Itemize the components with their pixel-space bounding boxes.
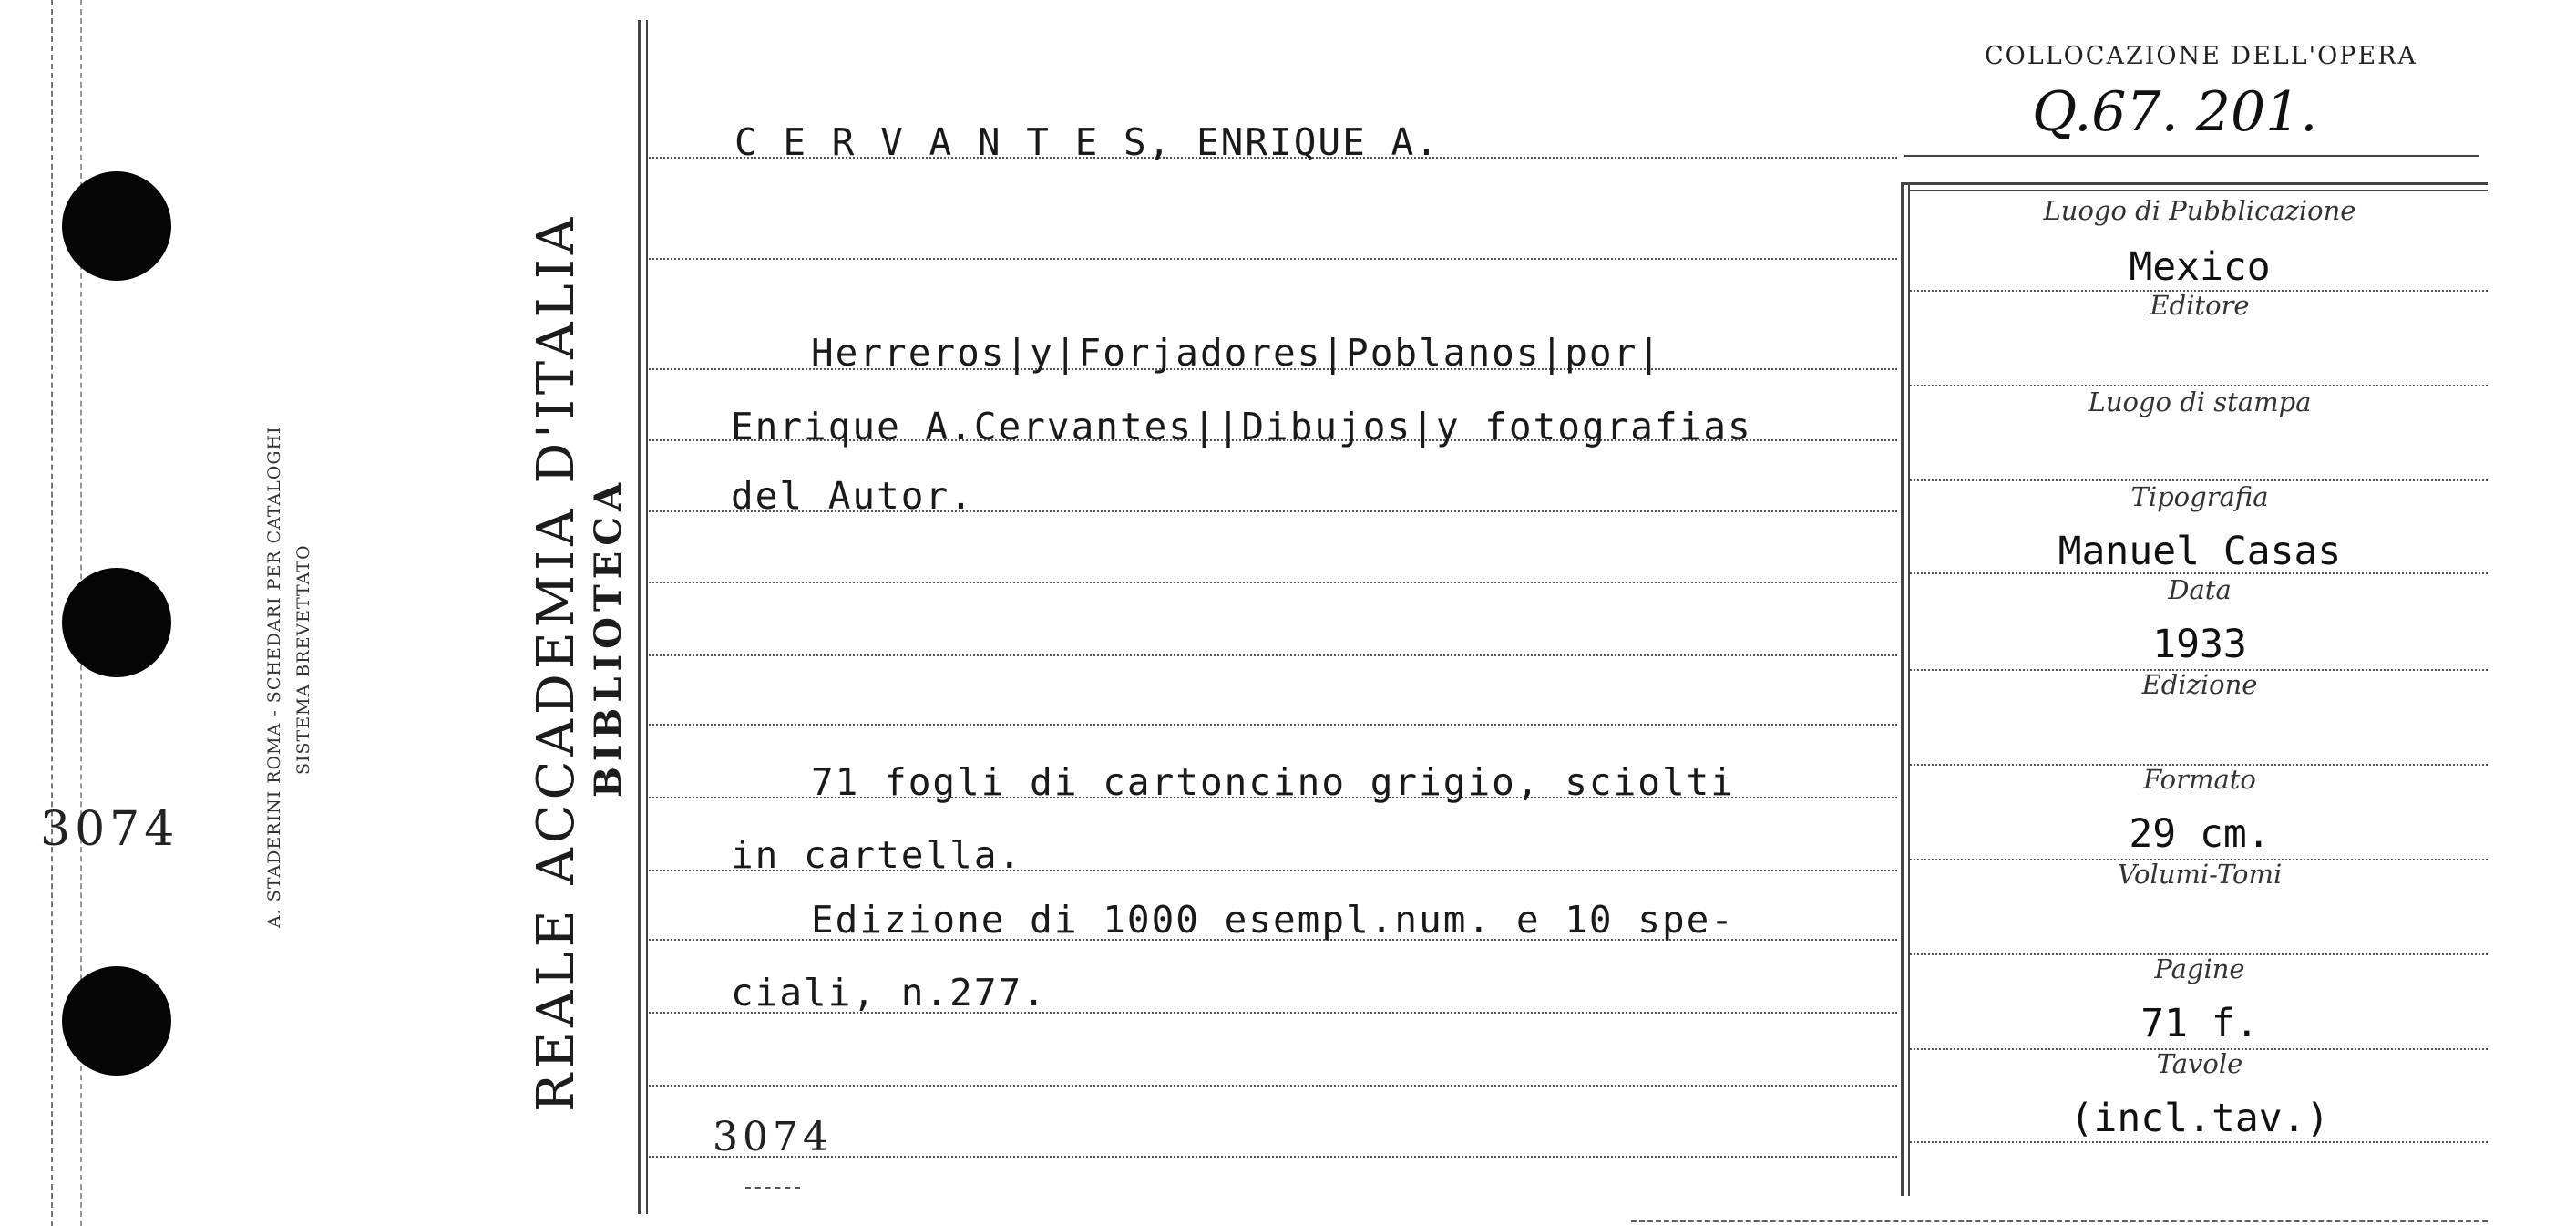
tavole-label: Tavole (2156, 1048, 2243, 1079)
volumi-tomi-label: Volumi-Tomi (2117, 859, 2283, 890)
desc-line-1: 71 fogli di cartoncino grigio, sciolti (811, 760, 1735, 804)
rule-line (649, 258, 1897, 260)
tipografia-value: Manuel Casas (2058, 529, 2342, 574)
punch-hole-middle (62, 568, 171, 677)
tavole-value: (incl.tav.) (2069, 1096, 2330, 1141)
luogo-stampa-label: Luogo di stampa (2088, 386, 2312, 417)
inventory-underline (745, 1187, 800, 1189)
edizione-label: Edizione (2141, 669, 2258, 700)
author-heading: C E R V A N T E S, ENRIQUE A. (734, 120, 1440, 164)
data-label: Data (2168, 574, 2232, 605)
formato-label: Formato (2143, 764, 2256, 795)
desc-line-2: in cartella. (731, 833, 1023, 877)
rule-line (649, 1085, 1897, 1087)
formato-value: 29 cm. (2129, 811, 2271, 857)
bottom-edge (1631, 1220, 2488, 1222)
shelfmark-line (1904, 155, 2479, 157)
desc-line-4: ciali, n.277. (731, 971, 1047, 1015)
printer-imprint-line1: A. STADERINI ROMA - SCHEDARI PER CATALOGHI (264, 426, 284, 928)
luogo-pubblicazione-value: Mexico (2129, 244, 2271, 290)
shelfmark: Q.67. 201. (2032, 80, 2318, 144)
card-border-outer (638, 20, 641, 1214)
title-line-3: del Autor. (731, 474, 974, 518)
pagine-value: 71 f. (2140, 1001, 2259, 1046)
data-value: 1933 (2152, 622, 2247, 667)
side-number: 3074 (40, 802, 180, 857)
title-line-1: Herreros|y|Forjadores|Poblanos|por| (811, 331, 1662, 375)
punch-hole-bottom (62, 966, 171, 1076)
institution-name: REALE ACCADEMIA D'ITALIA (527, 212, 586, 1112)
right-panel-top (1901, 182, 2488, 185)
collocazione-label: COLLOCAZIONE DELL'OPERA (1985, 42, 2417, 70)
editore-label: Editore (2150, 290, 2250, 321)
punch-hole-top (62, 171, 171, 281)
rule-line (649, 582, 1897, 583)
rule-line (649, 1156, 1897, 1158)
title-line-2: Enrique A.Cervantes||Dibujos|y fotografias (731, 405, 1752, 448)
pagine-label: Pagine (2154, 953, 2245, 984)
desc-line-3: Edizione di 1000 esempl.num. e 10 spe- (811, 898, 1735, 942)
card-border-inner (646, 20, 648, 1214)
luogo-pubblicazione-label: Luogo di Pubblicazione (2043, 195, 2356, 226)
right-panel-top-inner (1908, 190, 2488, 191)
tipografia-label: Tipografia (2130, 481, 2269, 512)
rule-line (649, 724, 1897, 726)
right-panel-border-outer (1901, 182, 1904, 1196)
margin-line-left (51, 0, 53, 1226)
field-line (1910, 1141, 2488, 1143)
department-name: BIBLIOTECA (587, 477, 630, 798)
rule-line (649, 654, 1897, 656)
inventory-number: 3074 (713, 1114, 833, 1160)
printer-imprint-line2: SISTEMA BREVETTATO (293, 544, 313, 775)
